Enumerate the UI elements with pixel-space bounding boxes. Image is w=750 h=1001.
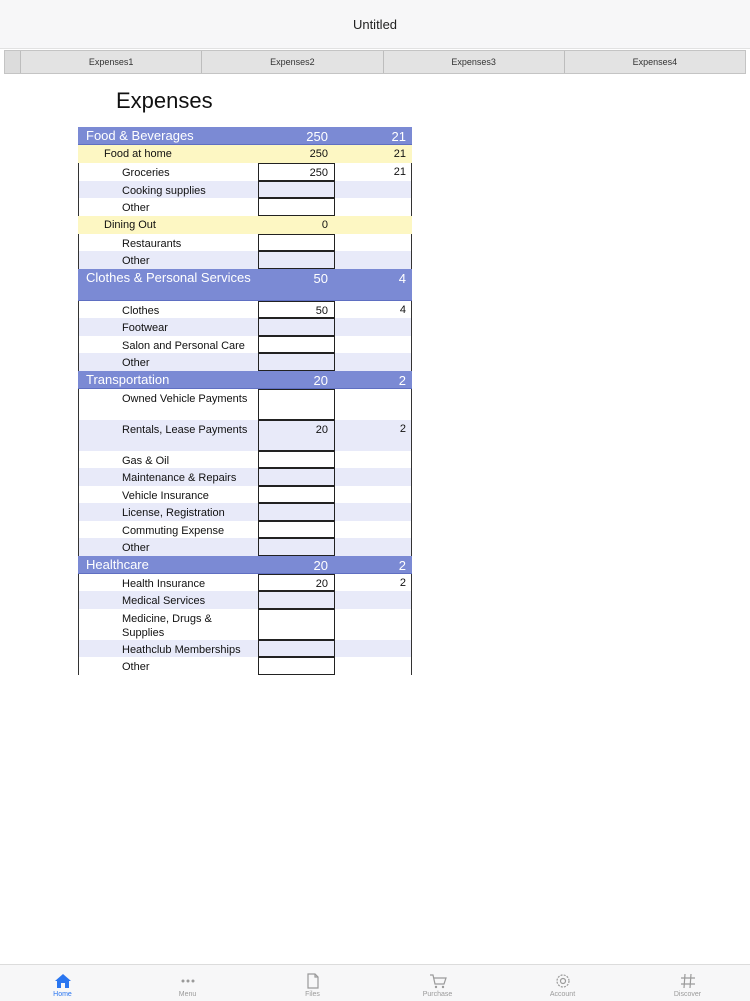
expense-grid [78,127,412,675]
row-label: Vehicle Insurance [122,489,209,502]
grid-border [78,657,79,675]
row-label: Groceries [122,167,170,179]
amount-input[interactable] [258,251,335,269]
table-row [78,486,412,504]
table-row [78,336,412,354]
percent-value: 4 [399,303,406,316]
row-label: Gas & Oil [122,454,170,467]
percent-value [335,353,412,371]
percent-value [335,389,412,420]
table-row [78,318,412,336]
amount-input[interactable] [258,389,335,420]
percent-value [335,486,412,504]
percent-value: 4 [398,270,406,286]
category-row [78,269,412,301]
percent-value [335,538,412,556]
grid-border [78,353,79,371]
percent-value [335,251,412,269]
percent-value [335,468,412,486]
percent-value [335,609,412,640]
sheet-tab-expenses1[interactable]: Expenses1 [21,51,202,73]
subtotal-value: 20 [313,372,328,388]
row-label: Cooking supplies [122,184,206,197]
amount-input[interactable] [258,521,335,539]
hash-icon [679,973,697,989]
sheet-title: Expenses [116,88,213,113]
percent-value: 2 [399,422,406,435]
tab-purchase-label: Purchase [422,991,453,998]
amount-input[interactable] [258,318,335,336]
percent-value [335,336,412,354]
row-label: Salon and Personal Care [122,339,245,352]
amount-input[interactable] [258,336,335,354]
table-row [78,389,412,420]
percent-value: 2 [398,372,406,388]
sheet-tab-bar [4,50,746,74]
row-label: Owned Vehicle Payments [122,392,248,405]
percent-value [335,318,412,336]
amount-input[interactable] [258,657,335,675]
tab-discover[interactable] [625,965,750,1001]
row-label: Dining Out [104,218,156,231]
row-label: Food at home [104,148,172,160]
subtotal-value: 250 [309,148,328,160]
grid-border [78,198,79,216]
tab-home[interactable] [0,965,125,1001]
sheet-tab-expenses3[interactable]: Expenses3 [384,51,565,73]
table-row [78,420,412,451]
percent-value [335,591,412,609]
row-label: Footwear [122,322,168,334]
percent-value [335,451,412,469]
grid-border [78,538,79,556]
table-row [78,657,412,675]
percent-value: 21 [393,148,406,160]
amount-input[interactable] [258,451,335,469]
percent-value [335,521,412,539]
row-label: Other [122,357,150,369]
grid-border [78,468,79,486]
percent-value [335,181,412,199]
row-label: Heathclub Memberships [122,643,241,656]
percent-value: 21 [393,166,406,178]
window-titlebar [0,0,750,49]
row-label: Restaurants [122,237,182,250]
row-label: Clothes [122,304,160,317]
subcategory-row [78,145,412,163]
category-row [78,127,412,145]
table-row [78,301,412,319]
category-row [78,371,412,389]
table-row [78,198,412,216]
amount-input[interactable]: 250 [258,163,335,181]
amount-input[interactable] [258,198,335,216]
amount-input[interactable] [258,486,335,504]
amount-input[interactable]: 20 [258,420,335,451]
table-row [78,181,412,199]
percent-value [335,234,412,252]
tab-files[interactable] [250,965,375,1001]
row-label: Food & Beverages [86,128,194,143]
percent-value [335,503,412,521]
tab-menu-label: Menu [178,991,197,998]
table-row [78,538,412,556]
row-label: Commuting Expense [122,524,225,537]
subcategory-row [78,216,412,234]
grid-border [78,521,79,539]
grid-border [78,574,79,592]
row-label: Other [122,202,150,214]
row-label: Other [122,255,150,267]
amount-input[interactable]: 20 [258,574,335,592]
bottom-tab-bar [0,964,750,1001]
sheet-tab-expenses2[interactable]: Expenses2 [202,51,383,73]
table-row [78,591,412,609]
tab-account[interactable] [500,965,625,1001]
tab-discover-label: Discover [673,991,702,998]
amount-input[interactable] [258,181,335,199]
table-row [78,609,412,640]
percent-value [335,657,412,675]
grid-border [78,301,79,319]
table-row [78,251,412,269]
grid-border [78,163,79,181]
subtotal-value: 20 [313,557,328,573]
tab-purchase[interactable] [375,965,500,1001]
percent-value [335,640,412,658]
tab-account-label: Account [549,991,576,998]
table-row [78,574,412,592]
table-row [78,503,412,521]
window-title: Untitled [352,16,398,32]
percent-value: 2 [398,557,406,573]
amount-input[interactable] [258,234,335,252]
grid-border [78,503,79,521]
grid-border [78,181,79,199]
sheet-tab-scroll[interactable] [5,51,21,73]
grid-border [78,336,79,354]
more-icon [179,973,197,989]
percent-value [335,198,412,216]
cart-icon [429,973,447,989]
subtotal-value: 50 [313,270,328,286]
percent-value: 2 [399,576,406,589]
table-row [78,234,412,252]
subtotal-value: 0 [321,218,328,231]
amount-input[interactable]: 50 [258,301,335,319]
grid-border [78,609,79,640]
grid-border [78,251,79,269]
grid-border [78,591,79,609]
category-row [78,556,412,574]
table-row [78,353,412,371]
table-row [78,640,412,658]
row-label: Transportation [86,371,170,387]
row-label: Medicine, Drugs & Supplies [122,612,212,639]
row-label: Medical Services [122,595,206,607]
amount-input[interactable] [258,503,335,521]
grid-border [78,420,79,451]
row-label: Healthcare [86,556,149,572]
row-label: Clothes & Personal Services [86,269,251,285]
file-icon [304,973,322,989]
table-row [78,451,412,469]
sheet-tab-expenses4[interactable]: Expenses4 [565,51,745,73]
table-row [78,163,412,181]
tab-menu[interactable] [125,965,250,1001]
row-label: License, Registration [122,507,225,519]
amount-input[interactable] [258,609,335,640]
gear-icon [554,973,572,989]
home-icon [54,973,72,989]
row-label: Maintenance & Repairs [122,472,237,484]
table-row [78,521,412,539]
percent-value: 21 [391,129,406,144]
amount-input[interactable] [258,591,335,609]
row-label: Other [122,542,150,554]
grid-border [78,640,79,658]
row-label: Other [122,661,150,673]
tab-home-label: Home [53,991,72,998]
amount-input[interactable] [258,468,335,486]
amount-input[interactable] [258,353,335,371]
grid-border [78,389,79,420]
grid-border [78,234,79,252]
tab-files-label: Files [305,991,320,998]
table-row [78,468,412,486]
row-label: Health Insurance [122,577,206,590]
amount-input[interactable] [258,640,335,658]
row-label: Rentals, Lease Payments [122,423,248,436]
grid-border [78,318,79,336]
subtotal-value: 250 [306,129,328,144]
grid-border [78,451,79,469]
amount-input[interactable] [258,538,335,556]
grid-border [78,486,79,504]
